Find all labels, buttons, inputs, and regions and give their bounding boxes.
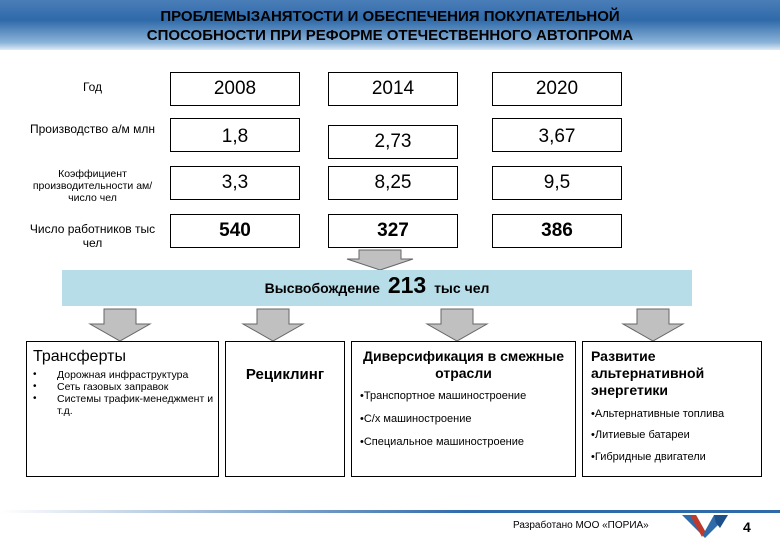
release-unit: тыс чел [434,280,490,296]
year-cell-2014: 2014 [328,72,458,106]
list-item: • Системы трафик-менеджмент и т.д. [31,393,214,417]
down-arrow-icon [425,308,489,342]
down-arrow-icon [621,308,685,342]
productivity-cell-2008: 3,3 [170,166,300,200]
list-item: •Литиевые батареи [591,429,690,441]
recycling-box [225,341,345,477]
footer-credit: Разработано МОО «ПОРИА» [513,520,649,531]
workers-cell-2008: 540 [170,214,300,248]
row-label-production: Производство а/м млн [29,122,156,136]
release-label: Высвобождение [264,280,380,296]
list-item: •Альтернативные топлива [591,408,725,420]
energy-box [582,341,762,477]
down-arrow-icon [345,249,415,271]
slide-title [20,7,760,45]
title-line-1: ПРОБЛЕМЫЗАНЯТОСТИ И ОБЕСПЕЧЕНИЯ ПОКУПАТЕЛЬНОЙ [160,8,620,25]
year-cell-2008: 2008 [170,72,300,106]
down-arrow-icon [88,308,152,342]
row-label-productivity: Коэффициент производительности ам/число чел [32,168,153,204]
list-item: •Транспортное машиностроение [360,390,527,402]
production-cell-2020: 3,67 [492,118,622,152]
productivity-cell-2020: 9,5 [492,166,622,200]
page-number: 4 [743,519,751,535]
workers-cell-2014: 327 [328,214,458,248]
footer-line [0,510,780,513]
energy-title: Развитие альтернативной энергетики [591,348,705,398]
title-line-2: СПОСОБНОСТИ ПРИ РЕФОРМЕ ОТЕЧЕСТВЕННОГО АВТОПРОМА [146,27,634,44]
release-text [62,272,692,299]
workers-cell-2020: 386 [492,214,622,248]
diversification-title: Диверсификация в смежные отрасли [362,348,565,381]
down-arrow-icon [241,308,305,342]
list-item: • Сеть газовых заправок [31,381,214,393]
logo-icon [680,513,730,539]
diversification-box [351,341,576,477]
list-item: •Гибридные двигатели [591,451,706,463]
transfers-list [31,369,214,417]
transfers-title: Трансферты [33,348,126,365]
release-band [62,270,692,306]
year-cell-2020: 2020 [492,72,622,106]
recycling-title: Рециклинг [245,366,325,383]
production-cell-2008: 1,8 [170,118,300,152]
productivity-cell-2014: 8,25 [328,166,458,200]
list-item: • Дорожная инфраструктура [31,369,214,381]
list-item: •С/х машиностроение [360,413,472,425]
row-label-year: Год [82,80,103,94]
row-label-workers: Число работников тыс чел [29,222,156,250]
list-item: •Специальное машиностроение [360,436,525,448]
release-value: 213 [387,272,427,298]
production-cell-2014: 2,73 [328,125,458,159]
transfers-box [26,341,219,477]
